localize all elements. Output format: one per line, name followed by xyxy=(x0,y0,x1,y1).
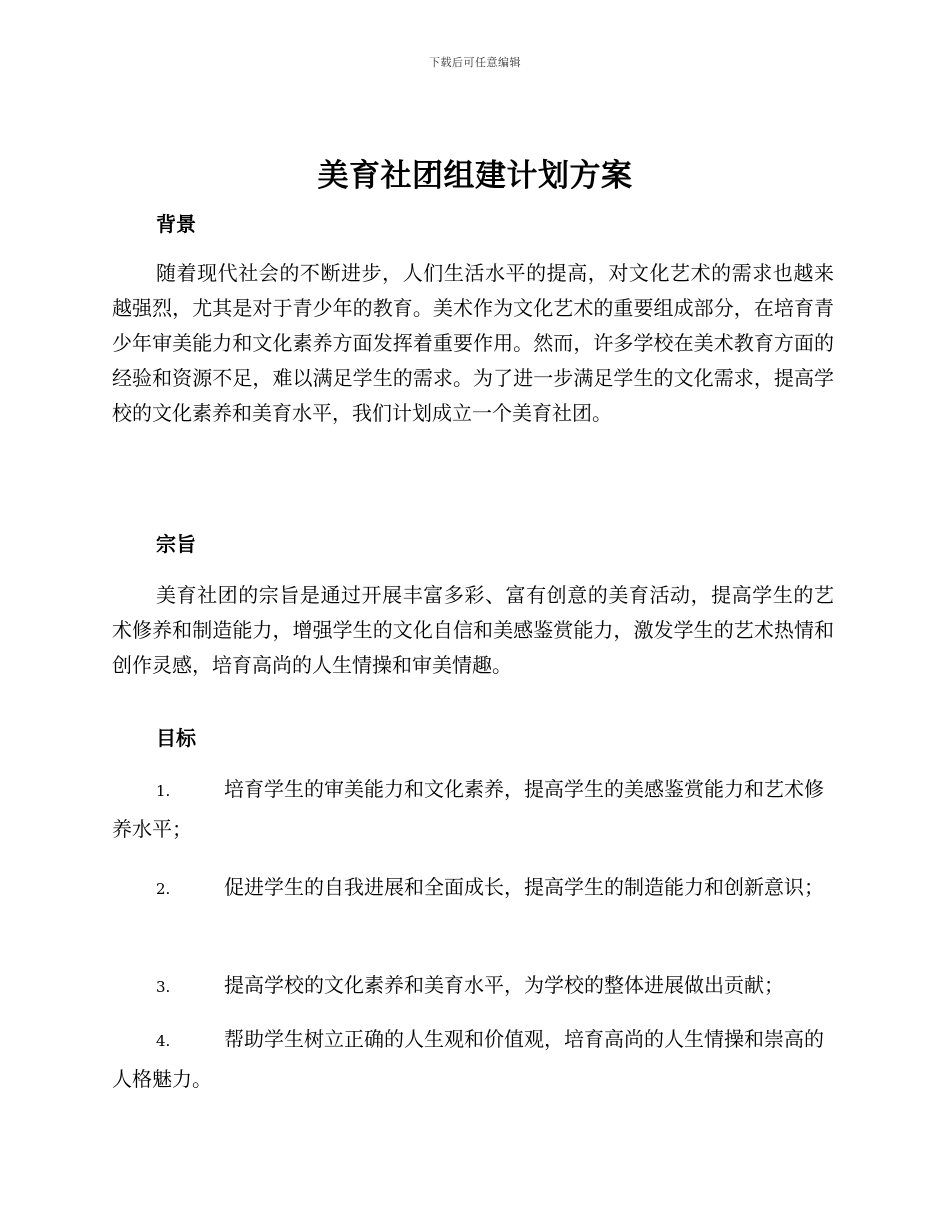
list-item xyxy=(112,966,834,1006)
list-item-text: 提高学校的文化素养和美育水平，为学校的整体进展做出贡献； xyxy=(224,973,784,997)
document-title: 美育社团组建计划方案 xyxy=(317,158,633,194)
heading-purpose: 宗旨 xyxy=(156,532,196,556)
list-item-text: 促进学生的自我进展和全面成长，提高学生的制造能力和创新意识； xyxy=(224,875,824,899)
paragraph-background: 随着现代社会的不断进步，人们生活水平的提高，对文化艺术的需求也越来越强烈，尤其是对于青少年的教育。美术作为文化艺术的重要组成部分，在培育青少年审美能力和文化素养方面发挥着重要作用。然而，许多学校在美术教育方面的经验和资源不足，难以满足学生的需求。为了进一步满足学生的文化需求，提高学校的文化素养和美育水平，我们计划成立一个美育社团。 xyxy=(112,261,834,425)
list-item-number: 3. xyxy=(156,978,171,996)
heading-goals: 目标 xyxy=(156,726,196,750)
list-item-number: 2. xyxy=(156,880,171,898)
list-item-number: 1. xyxy=(156,782,171,800)
list-item-text: 培育学生的审美能力和文化素养，提高学生的美感鉴赏能力和艺术修养水平； xyxy=(112,777,824,841)
list-item-number: 4. xyxy=(156,1032,171,1050)
header-note: 下载后可任意编辑 xyxy=(429,56,521,69)
paragraph-purpose: 美育社团的宗旨是通过开展丰富多彩、富有创意的美育活动，提高学生的艺术修养和制造能力，增强学生的文化自信和美感鉴赏能力，激发学生的艺术热情和创作灵感，培育高尚的人生情操和审美情趣。 xyxy=(112,583,834,677)
list-item xyxy=(112,1020,834,1098)
list-item xyxy=(112,770,834,848)
heading-background: 背景 xyxy=(156,212,196,236)
list-item-text: 帮助学生树立正确的人生观和价值观，培育高尚的人生情操和崇高的人格魅力。 xyxy=(112,1027,824,1091)
list-item xyxy=(112,868,834,908)
